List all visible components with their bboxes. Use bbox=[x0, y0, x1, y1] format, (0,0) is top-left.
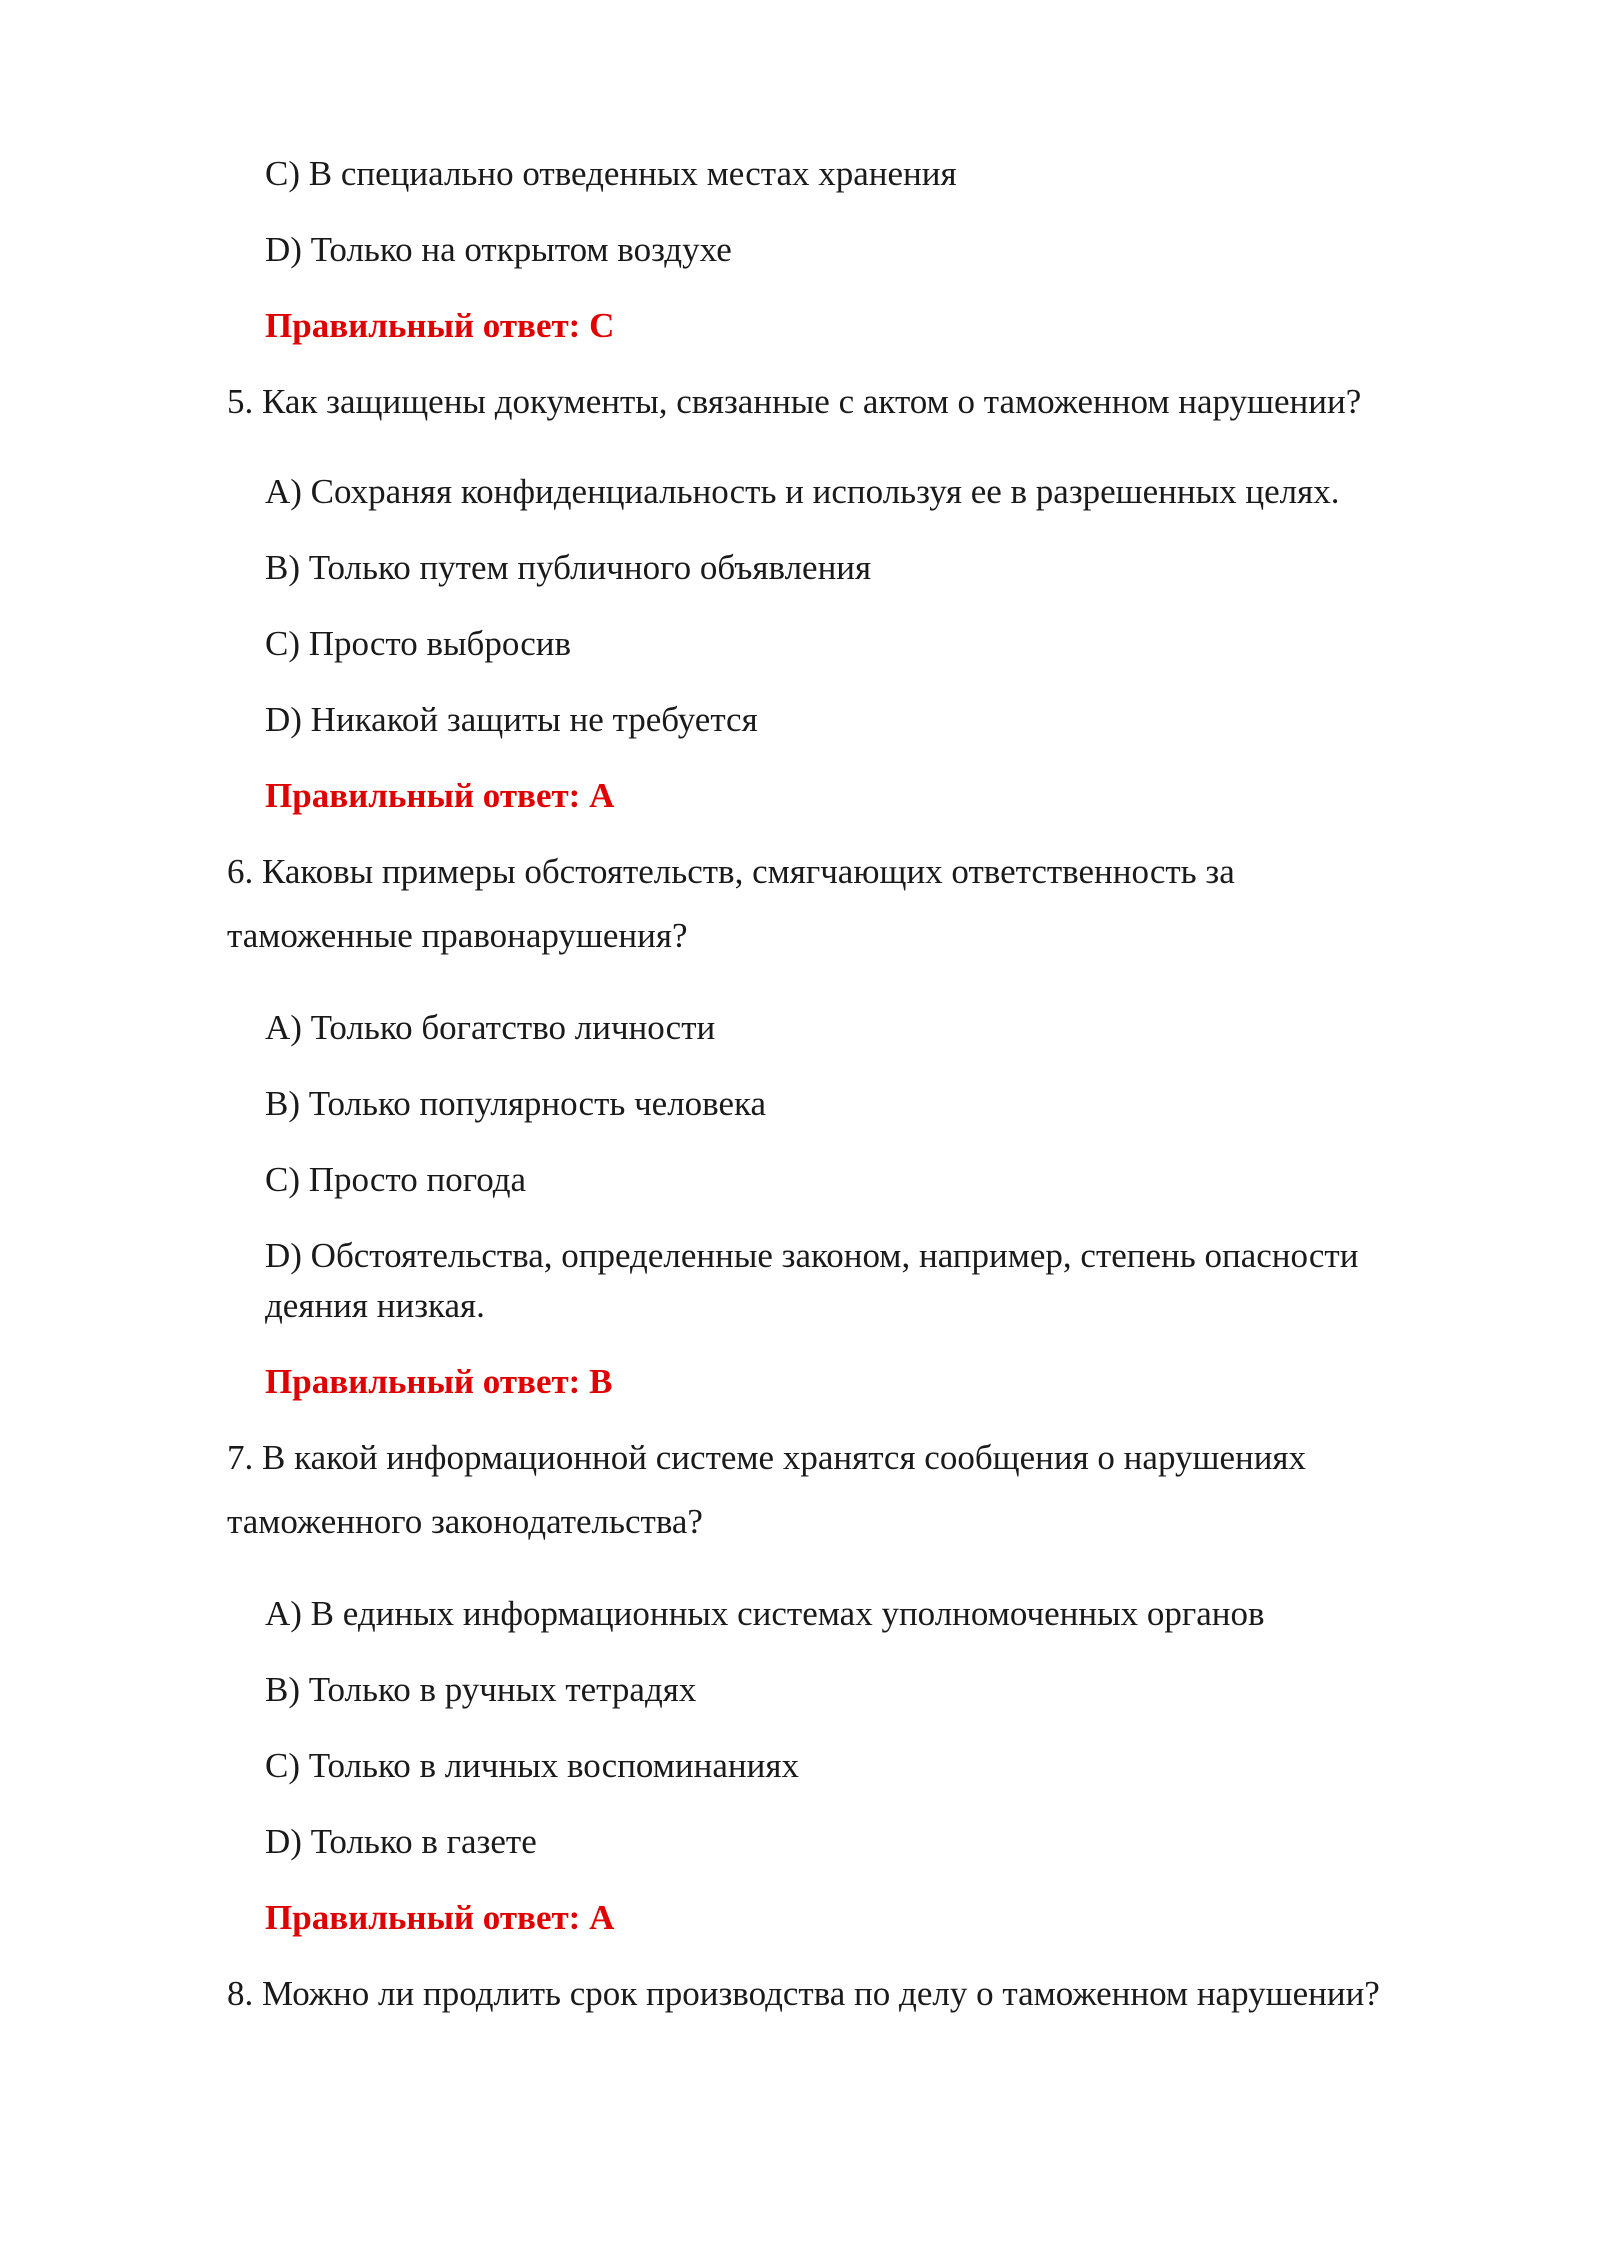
correct-answer: Правильный ответ: C bbox=[265, 306, 615, 345]
question-6-option-d-line-2: деяния низкая. bbox=[265, 1286, 485, 1325]
question-7-option-a: A) В единых информационных системах уполномоченных органов bbox=[265, 1594, 1265, 1633]
question-6-correct-answer: Правильный ответ: B bbox=[265, 1362, 613, 1401]
option-c: C) В специально отведенных местах хранения bbox=[265, 154, 957, 193]
question-6-option-b: B) Только популярность человека bbox=[265, 1084, 767, 1123]
question-6-text-line-1: 6. Каковы примеры обстоятельств, смягчающих ответственность за bbox=[227, 852, 1235, 891]
question-5-option-b: B) Только путем публичного объявления bbox=[265, 548, 872, 587]
question-5-option-c: C) Просто выбросив bbox=[265, 624, 572, 663]
question-8-text: 8. Можно ли продлить срок производства по делу о таможенном нарушении? bbox=[227, 1974, 1380, 2013]
question-7-text-line-1: 7. В какой информационной системе хранятся сообщения о нарушениях bbox=[227, 1438, 1307, 1477]
question-6-option-a: A) Только богатство личности bbox=[265, 1008, 716, 1047]
question-6-option-c: C) Просто погода bbox=[265, 1160, 527, 1199]
question-7-option-b: B) Только в ручных тетрадях bbox=[265, 1670, 697, 1709]
question-5-option-a: A) Сохраняя конфиденциальность и используя ее в разрешенных целях. bbox=[265, 472, 1340, 511]
question-5-correct-answer: Правильный ответ: A bbox=[265, 776, 615, 815]
option-d: D) Только на открытом воздухе bbox=[265, 230, 732, 269]
question-7-text-line-2: таможенного законодательства? bbox=[227, 1502, 703, 1541]
question-5-option-d: D) Никакой защиты не требуется bbox=[265, 700, 758, 739]
question-7-option-c: C) Только в личных воспоминаниях bbox=[265, 1746, 799, 1785]
question-5-text: 5. Как защищены документы, связанные с актом о таможенном нарушении? bbox=[227, 382, 1362, 421]
question-7-correct-answer: Правильный ответ: A bbox=[265, 1898, 615, 1937]
question-6-option-d-line-1: D) Обстоятельства, определенные законом, например, степень опасности bbox=[265, 1236, 1359, 1275]
question-7-option-d: D) Только в газете bbox=[265, 1822, 537, 1861]
question-6-text-line-2: таможенные правонарушения? bbox=[227, 916, 688, 955]
